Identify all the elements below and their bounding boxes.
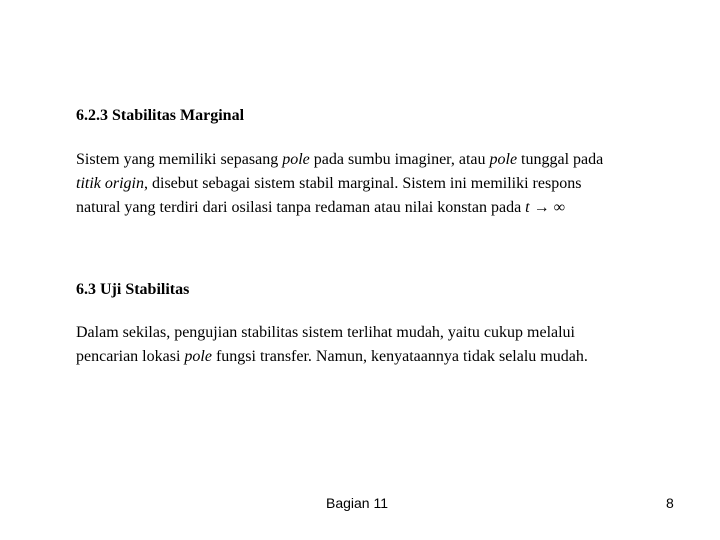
italic-term: pole	[184, 348, 212, 365]
footer-chapter-label: Bagian 11	[326, 495, 389, 511]
text-run: natural yang terdiri dari osilasi tanpa redaman atau nilai konstan pada	[76, 199, 526, 216]
paragraph-line	[76, 345, 688, 369]
text-run: pada sumbu imaginer, atau	[309, 151, 490, 168]
italic-variable-t: t	[525, 199, 530, 216]
text-run: Dalam sekilas, pengujian stabilitas sistem terlihat mudah, yaitu cukup melalui	[76, 324, 575, 341]
paragraph-line	[76, 172, 688, 196]
italic-term: pole	[282, 151, 310, 168]
section-heading-uji-stabilitas: 6.3 Uji Stabilitas	[76, 281, 190, 298]
paragraph-line	[76, 196, 688, 220]
italic-term: pole	[489, 151, 518, 168]
italic-term: titik origin	[76, 175, 144, 192]
paragraph-line	[76, 321, 688, 345]
text-run: Sistem yang memiliki sepasang	[76, 151, 283, 168]
text-run: fungsi transfer. Namun, kenyataannya tidak selalu mudah.	[211, 348, 588, 365]
paragraph-stabilitas-marginal	[76, 148, 688, 220]
text-run: pencarian lokasi	[76, 348, 185, 365]
text-run: tunggal pada	[517, 151, 604, 168]
page-number: 8	[666, 495, 674, 511]
arrow-infinity-symbol: → ∞	[529, 199, 566, 216]
text-run: , disebut sebagai sistem stabil marginal. Sistem ini memiliki respons	[144, 175, 582, 192]
section-heading-stabilitas-marginal: 6.2.3 Stabilitas Marginal	[76, 107, 245, 124]
paragraph-uji-stabilitas	[76, 321, 688, 369]
paragraph-line	[76, 148, 688, 172]
